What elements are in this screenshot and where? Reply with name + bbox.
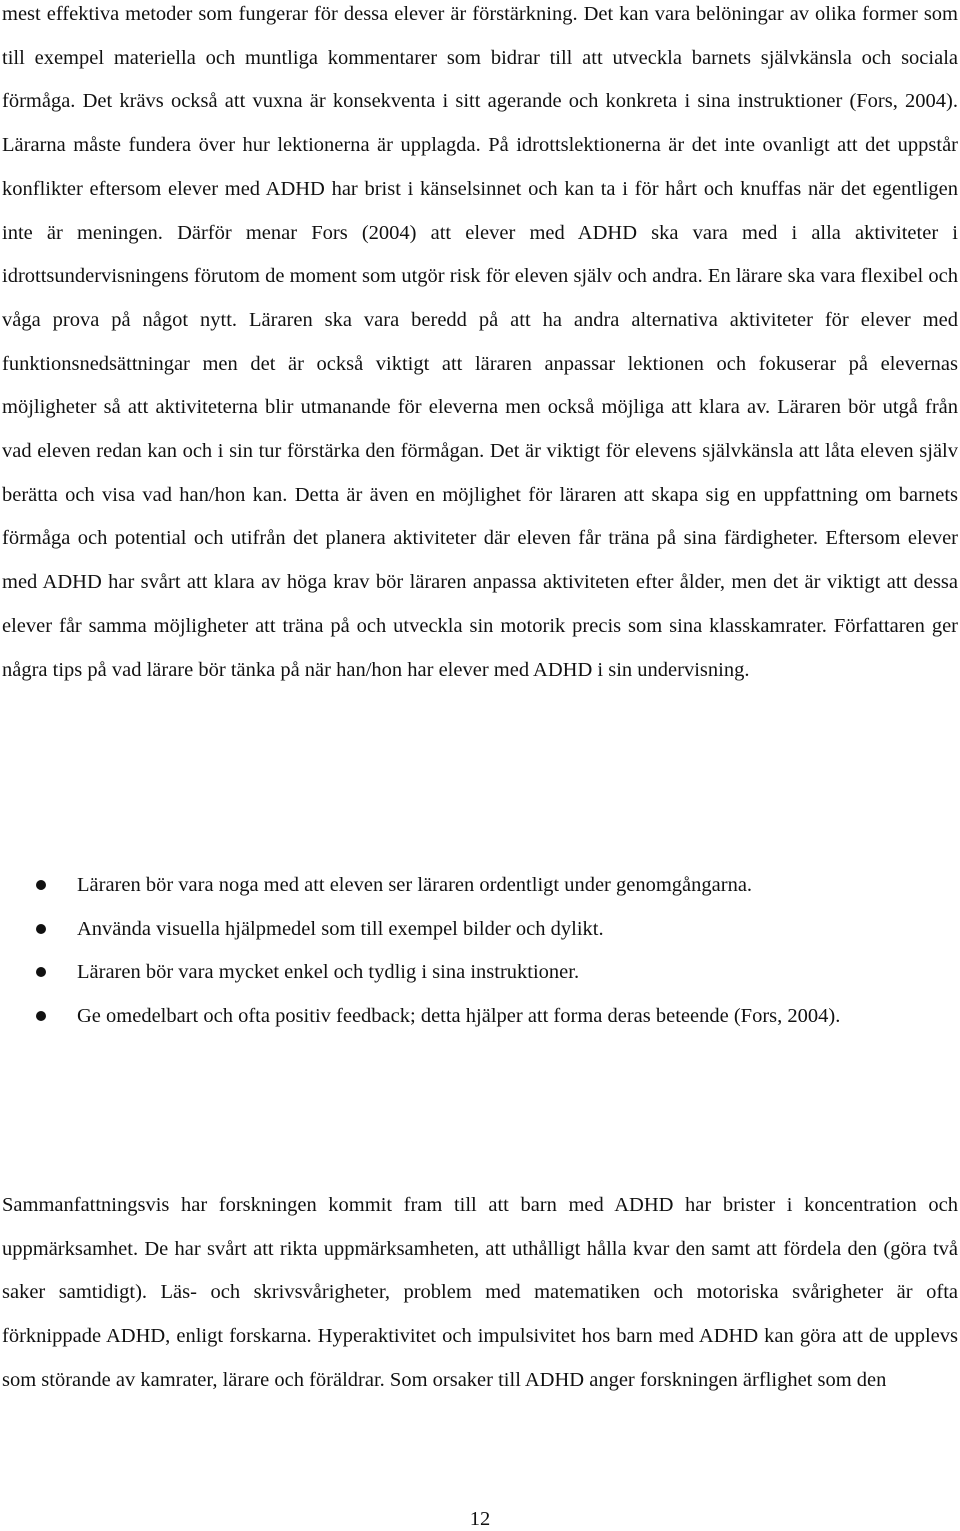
- tips-bullet-list: [0, 864, 958, 1039]
- body-paragraph: mest effektiva metoder som fungerar för dessa elever är förstärkning. Det kan vara belöningar av olika former som till exempel materiella och muntliga kommentarer som bidrar till att utveckla barnets självkänsla och sociala förmåga. Det krävs också att vuxna är konsekventa i sitt agerande och konkreta i sina instruktioner (Fors, 2004). Lärarna måste fundera över hur lektionerna är upplagda. På idrottslektionerna är det inte ovanligt att det uppstår konflikter eftersom elever med ADHD har brist i känselsinnet och kan ta i för hårt och knuffas när det egentligen inte är meningen. Därför menar Fors (2004) att elever med ADHD ska vara med i alla aktiviteter i idrottsundervisningens förutom de moment som utgör risk för eleven själv och andra. En lärare ska vara flexibel och våga prova på något nytt. Läraren ska vara beredd på att ha andra alternativa aktiviteter för elever med funktionsnedsättningar men det är också viktigt att läraren anpassar lektionen och fokuserar på elevernas möjligheter så att aktiviteterna blir utmanande för eleverna men också möjliga att klara av. Läraren bör utgå från vad eleven redan kan och i sin tur förstärka den förmågan. Det är viktigt för elevens självkänsla att låta eleven själv berätta och visa vad han/hon kan. Detta är även en möjlighet för läraren att skapa sig en uppfattning om barnets förmåga och potential och utifrån det planera aktiviteter där eleven får träna på sina färdigheter. Eftersom elever med ADHD har svårt att klara av höga krav bör läraren anpassa aktiviteten efter ålder, men det är viktigt att dessa elever får samma möjligheter att träna på och utveckla sin motorik precis som sina klasskamrater. Författaren ger några tips på vad lärare bör tänka på när han/hon har elever med ADHD i sin undervisning.: [2, 3, 958, 681]
- bullet-text: Använda visuella hjälpmedel som till exempel bilder och dylikt.: [77, 917, 604, 940]
- page-number: 12: [469, 1508, 491, 1530]
- bullet-text: Läraren bör vara noga med att eleven ser läraren ordentligt under genomgångarna.: [77, 874, 753, 896]
- summary-paragraph: Sammanfattningsvis har forskningen kommit fram till att barn med ADHD har brister i koncentration och uppmärksamhet. De har svårt att rikta uppmärksamheten, att uthålligt hålla kvar den samt att fördela den (göra två saker samtidigt). Läs- och skrivsvårigheter, problem med matematiken och motoriska svårigheter är ofta förknippade ADHD, enligt forskarna. Hyperaktivitet och impulsivitet hos barn med ADHD kan göra att de upplevs som störande av kamrater, lärare och föräldrar. Som orsaker till ADHD anger forskningen ärflighet som den: [2, 1194, 958, 1391]
- bullet-item: [0, 908, 958, 952]
- bullet-dot-icon: [36, 1011, 46, 1021]
- bullet-item: [0, 951, 958, 995]
- bullet-text: Ge omedelbart och ofta positiv feedback; detta hjälper att forma deras beteende (Fors, 2004).: [77, 1005, 841, 1028]
- bullet-text: Läraren bör vara mycket enkel och tydlig i sina instruktioner.: [77, 961, 580, 984]
- bullet-dot-icon: [36, 880, 46, 890]
- bullet-item: [0, 995, 958, 1039]
- bullet-item: [0, 864, 958, 908]
- bullet-dot-icon: [36, 924, 46, 934]
- bullet-dot-icon: [36, 967, 46, 977]
